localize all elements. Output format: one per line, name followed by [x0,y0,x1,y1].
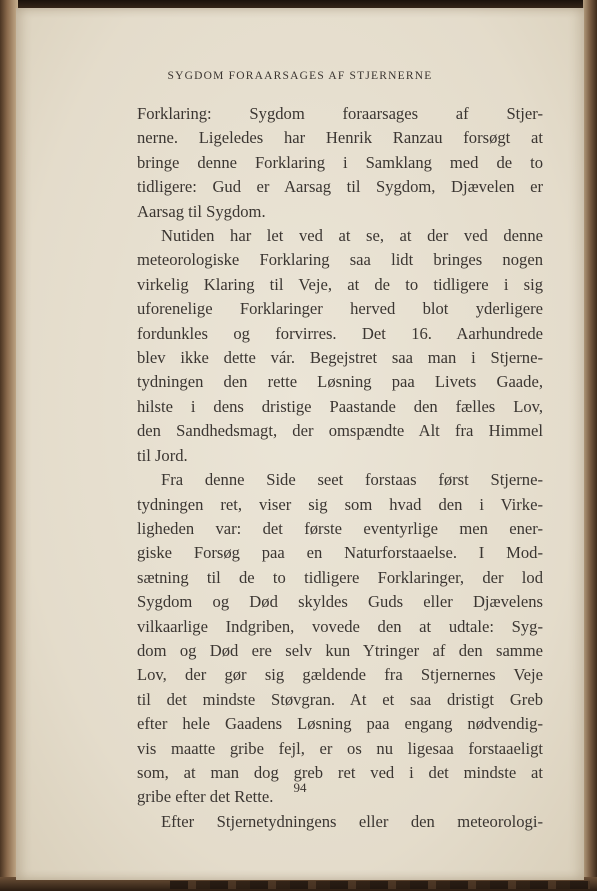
paragraph [137,102,543,224]
text-line: til Jord. [137,445,188,465]
book-fore-edge [583,0,597,891]
text-line: blev ikke dette vár. Begejstret saa man i Stjerne- [137,348,543,368]
body-text [137,102,543,834]
text-line: sætning til de to tidligere Forklaringer, der lod [137,567,543,587]
text-line: virkelig Klaring til Veje, at de to tidligere i sig [137,274,543,294]
text-line: Efter Stjernetydningens eller den meteorologi- [161,811,543,831]
text-line: Nutiden har let ved at se, at der ved denne [161,226,543,246]
text-line: som, at man dog greb ret ved i det mindste at [137,762,543,782]
book-cover-pattern [170,881,590,889]
text-line: Aarsag til Sygdom. [137,201,266,221]
paragraph [137,468,543,810]
text-line: ligheden var: det første eventyrlige men ener- [137,518,543,538]
text-line: Sygdom og Død skyldes Guds eller Djævelens [137,592,543,612]
text-line: efter hele Gaadens Løsning paa engang nødvendig- [137,714,543,734]
text-line: vis maatte gribe fejl, er os nu ligesaa forstaaeligt [137,738,543,758]
text-line: Lov, der gør sig gældende fra Stjernernes Veje [137,665,543,685]
text-line: tydningen den rette Løsning paa Livets Gaade, [137,372,543,392]
paragraph [137,224,543,468]
page-number: 94 [293,780,307,795]
text-line: bringe denne Forklaring i Samklang med de to [137,152,543,172]
text-line: Fra denne Side seet forstaas først Stjerne- [161,470,543,490]
text-line: Forklaring: Sygdom foraarsages af Stjer- [137,104,543,123]
text-line: dom og Død ere selv kun Ytringer af den samme [137,640,543,660]
text-line: tidligere: Gud er Aarsag til Sygdom, Djævelen er [137,177,543,197]
running-head: SYGDOM FORAARSAGES AF STJERNERNE [167,70,433,82]
book-page [16,8,584,880]
text-line: fordunkles og forvirres. Det 16. Aarhundrede [137,323,543,343]
text-line: uforenelige Forklaringer herved blot yderligere [137,299,543,319]
text-line: tydningen ret, viser sig som hvad den i Virke- [137,494,543,514]
text-line: den Sandhedsmagt, der omspændte Alt fra Himmel [137,421,543,441]
text-line: til det mindste Støvgran. At et saa dristigt Greb [137,689,543,709]
text-line: hilste i dens dristige Paastande den fælles Lov, [137,396,543,416]
text-line: meteorologiske Forklaring saa lidt bringes nogen [137,250,543,270]
text-line: nerne. Ligeledes har Henrik Ranzau forsøgt at [137,128,543,148]
paragraph [137,810,543,834]
text-line: vilkaarlige Indgriben, vovede den at udtale: Syg- [137,616,543,636]
text-line: gribe efter det Rette. [137,787,274,807]
text-line: giske Forsøg paa en Naturforstaaelse. I Mod- [137,543,543,563]
